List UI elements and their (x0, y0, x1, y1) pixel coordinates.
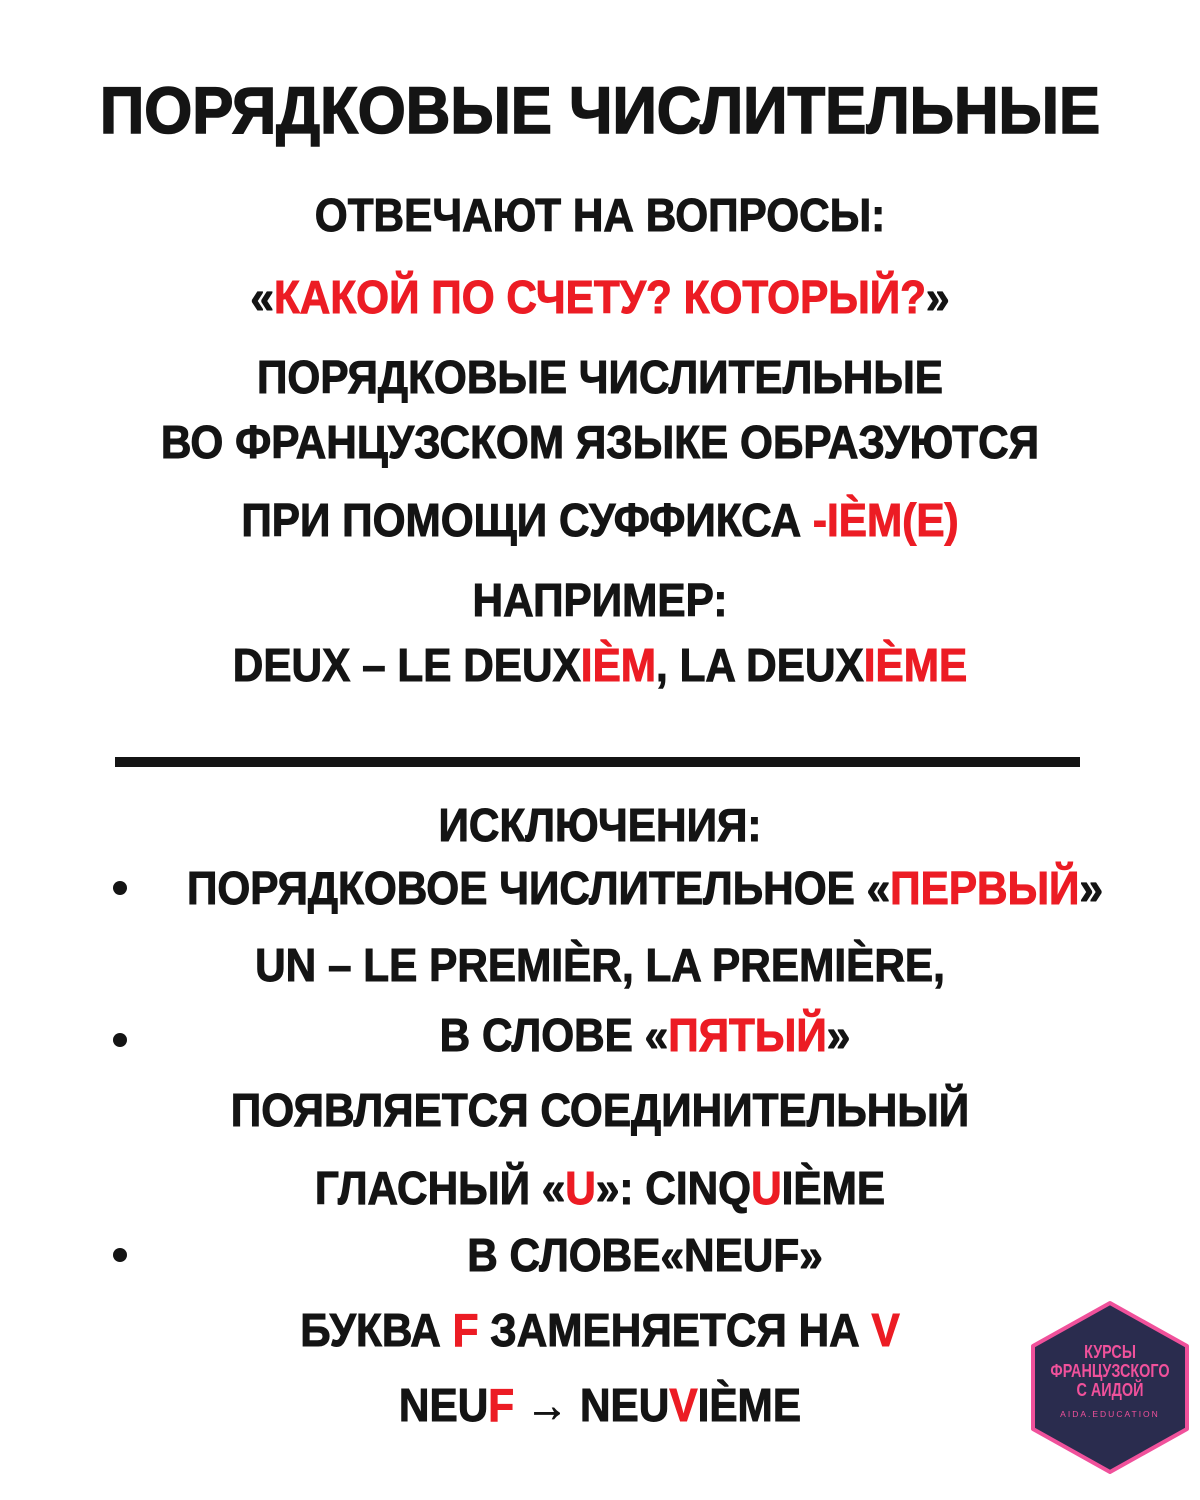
exceptions-heading: ИСКЛЮЧЕНИЯ: (438, 799, 762, 851)
example-line (48, 635, 1152, 695)
section-divider (115, 757, 1080, 767)
exception-item-first (52, 858, 1156, 918)
rule-line-3 (48, 490, 1152, 550)
exception-neuf-line-2 (48, 1300, 1152, 1360)
exception-text: ПОРЯДКОВОЕ ЧИСЛИТЕЛЬНОЕ « (186, 862, 891, 914)
questions-lead-text: ОТВЕЧАЮТ НА ВОПРОСЫ: (314, 189, 886, 241)
questions-lead-line (48, 185, 1152, 245)
exception-fifth-line-2 (48, 1080, 1152, 1140)
example-suffix-highlight: IÈM (580, 639, 657, 691)
exception-first-example (48, 935, 1152, 995)
exception-text: В СЛОВЕ « (439, 1009, 669, 1061)
badge-website: AIDA.EDUCATION (1060, 1409, 1160, 1419)
exception-fifth-line-3 (48, 1158, 1152, 1218)
example-suffix-highlight: IÈME (863, 639, 968, 691)
badge-text-line: КУРСЫ (1084, 1342, 1136, 1362)
exception-text: БУКВА (300, 1304, 453, 1356)
exception-example: IÈME (697, 1379, 802, 1431)
exception-example: UN – LE PREMIÈR, LA PREMIÈRE, (255, 939, 945, 991)
example-text: DEUX – LE DEUX (232, 639, 581, 691)
page-title: ПОРЯДКОВЫЕ ЧИСЛИТЕЛЬНЫЕ (99, 73, 1101, 147)
example-label-line (48, 570, 1152, 630)
rule-line-1 (48, 347, 1152, 407)
exception-text: ГЛАСНЫЙ « (314, 1162, 566, 1214)
fifth-word-highlight: ПЯТЫЙ (668, 1009, 827, 1061)
close-quote: » (926, 271, 950, 323)
exception-neuf-example (48, 1375, 1152, 1435)
letter-f-highlight: F (488, 1379, 515, 1431)
rule-text: ПОРЯДКОВЫЕ ЧИСЛИТЕЛЬНЫЕ (256, 351, 943, 403)
example-text: , LA DEUX (656, 639, 864, 691)
exception-item-neuf (52, 1225, 1156, 1285)
rule-line-2 (48, 412, 1152, 472)
vowel-u-highlight: U (565, 1162, 596, 1214)
badge-text-line: С АИДОЙ (1076, 1380, 1144, 1400)
letter-v-highlight: V (669, 1379, 698, 1431)
suffix-highlight: -IÈM(E) (812, 494, 959, 546)
questions-line (48, 267, 1152, 327)
rule-text: ПРИ ПОМОЩИ СУФФИКСА (241, 494, 813, 546)
logo-badge (1030, 1300, 1190, 1475)
exception-example: → NEU (514, 1379, 670, 1431)
open-quote: « (250, 271, 274, 323)
questions-highlight: КАКОЙ ПО СЧЕТУ? КОТОРЫЙ? (273, 271, 927, 323)
exception-example: NEU (398, 1379, 489, 1431)
close-quote: » (1079, 862, 1104, 914)
letter-f-highlight: F (452, 1304, 479, 1356)
close-quote: » (826, 1009, 851, 1061)
badge-text-line: ФРАНЦУЗСКОГО (1050, 1361, 1170, 1381)
letter-v-highlight: V (871, 1304, 900, 1356)
example-label: НАПРИМЕР: (472, 574, 728, 626)
exception-text: IÈME (781, 1162, 886, 1214)
exception-text: »: CINQ (595, 1162, 752, 1214)
exception-text: В СЛОВЕ«NEUF» (467, 1229, 823, 1281)
vowel-u-highlight: U (751, 1162, 782, 1214)
exception-text: ПОЯВЛЯЕТСЯ СОЕДИНИТЕЛЬНЫЙ (230, 1084, 970, 1136)
exception-text: ЗАМЕНЯЕТСЯ НА (478, 1304, 872, 1356)
first-word-highlight: ПЕРВЫЙ (890, 862, 1080, 914)
exception-item-fifth (52, 1005, 1156, 1065)
rule-text: ВО ФРАНЦУЗСКОМ ЯЗЫКЕ ОБРАЗУЮТСЯ (160, 416, 1040, 468)
